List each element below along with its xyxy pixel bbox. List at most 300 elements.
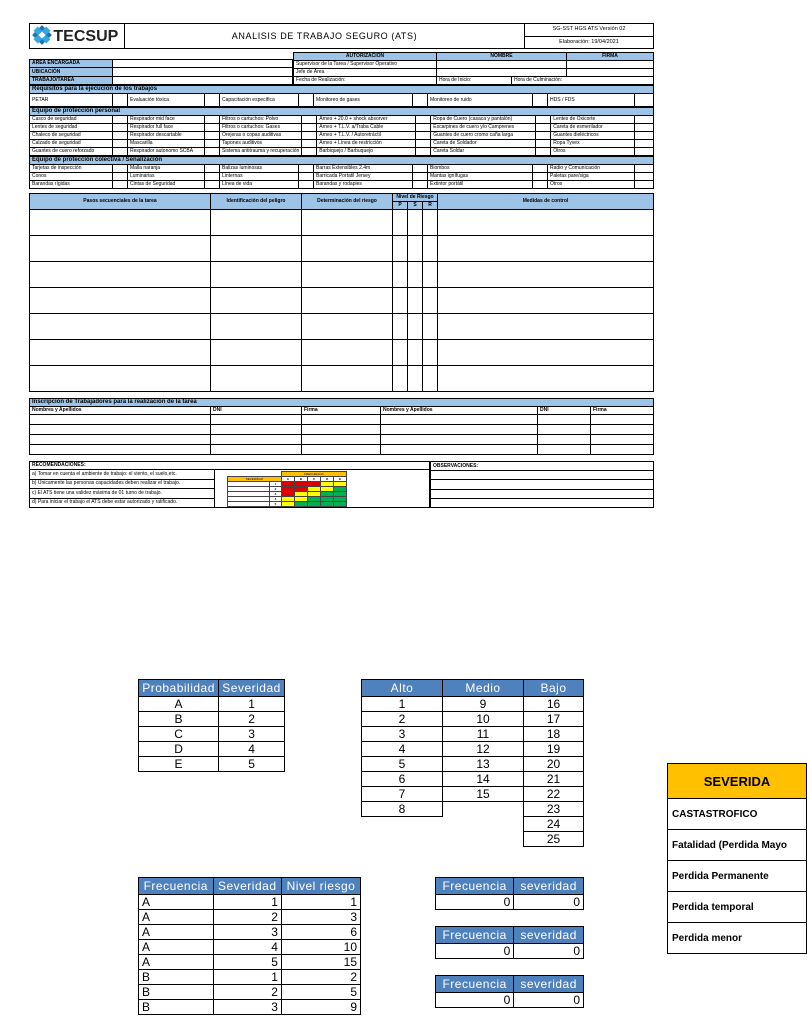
epp-item: Tapones auditivos (220, 140, 302, 148)
epp-item: Careta Soldar (431, 148, 536, 156)
epp-check[interactable] (113, 124, 128, 132)
inscripcion-title: Inscripción de Trabajadores para la realización de la tarea (30, 399, 654, 407)
nivel-cell: 5 (281, 985, 360, 1000)
p-cell[interactable] (393, 314, 408, 340)
ins-cell[interactable] (211, 435, 302, 445)
ins-cell[interactable] (381, 445, 538, 455)
ins-cell[interactable] (591, 435, 654, 445)
col-check[interactable] (635, 181, 654, 189)
recomendaciones-block (29, 461, 654, 508)
medidas-cell[interactable] (438, 236, 654, 262)
small-freq-value: 0 (436, 944, 514, 959)
ins-col-nombres: Nombres y Apellidos (30, 407, 211, 415)
p-cell[interactable] (393, 366, 408, 392)
observaciones-line[interactable] (431, 471, 654, 480)
left-fields (29, 52, 293, 85)
s-cell[interactable] (408, 236, 423, 262)
peligro-cell[interactable] (211, 210, 302, 236)
s-cell[interactable] (408, 262, 423, 288)
bajo-cell: 21 (524, 772, 584, 787)
medidas-cell[interactable] (438, 210, 654, 236)
colectiva-table (29, 156, 654, 189)
paso-cell[interactable] (30, 210, 211, 236)
small-sev-value: 0 (514, 993, 584, 1008)
alto-cell: 4 (362, 742, 443, 757)
ins-cell[interactable] (302, 435, 381, 445)
epp-check[interactable] (416, 148, 431, 156)
sev-cell: 4 (219, 742, 285, 757)
col-item: Barandas rígidas (30, 181, 113, 189)
severidad-header: SEVERIDA (668, 764, 807, 799)
medidas-cell[interactable] (438, 340, 654, 366)
sev-cell: 1 (213, 895, 281, 910)
epp-item: Arnes + Línea de restricción (317, 140, 416, 148)
paso-cell[interactable] (30, 366, 211, 392)
ins-cell[interactable] (591, 415, 654, 425)
sev-cell: 1 (213, 970, 281, 985)
nivel-cell: 9 (281, 1000, 360, 1015)
recomendaciones-title: RECOMENDACIONES: (30, 462, 430, 470)
riesgo-cell[interactable] (302, 340, 393, 366)
ins-cell[interactable] (302, 425, 381, 435)
freq-cell: A (139, 895, 214, 910)
field-trabajo-label: TRABAJO/TAREA (30, 76, 113, 84)
ins-cell[interactable] (538, 415, 591, 425)
bajo-cell: 18 (524, 727, 584, 742)
epp-check[interactable] (416, 132, 431, 140)
freq-cell: A (139, 925, 214, 940)
medidas-cell[interactable] (438, 288, 654, 314)
jefe-label: Jefe de Área (294, 69, 437, 77)
bajo-header: Bajo (524, 680, 584, 697)
observaciones-line[interactable] (431, 480, 654, 489)
riesgo-header: Determinación del riesgo (302, 194, 393, 210)
requisitos-table (29, 85, 654, 107)
sev-cell: 1 (219, 697, 285, 712)
epp-item: Filtros o cartuchos: Polvo (220, 116, 302, 124)
r-cell[interactable] (423, 236, 438, 262)
col-check[interactable] (413, 165, 428, 173)
epp-check[interactable] (205, 116, 220, 124)
epp-check[interactable] (635, 148, 654, 156)
severidad-item: Perdida Permanente (668, 861, 807, 892)
levels-table (361, 679, 584, 847)
sev-header: Severidad (219, 680, 285, 697)
epp-title: Equipo de protección personal (30, 108, 654, 116)
jefe-sign[interactable] (567, 69, 654, 77)
col-check[interactable] (205, 165, 220, 173)
ins-cell[interactable] (30, 435, 211, 445)
observaciones-table (430, 461, 654, 508)
riesgo-cell[interactable] (302, 262, 393, 288)
epp-check[interactable] (635, 116, 654, 124)
col-item: Barandas y rodapies (314, 181, 413, 189)
medidas-cell[interactable] (438, 366, 654, 392)
col-item: Otros (548, 181, 635, 189)
req-check[interactable] (635, 94, 654, 107)
nombre-header: NOMBRE (437, 53, 567, 61)
epp-item: Ropa de Cuero (casaca y pantalón) (431, 116, 536, 124)
observaciones-line[interactable] (431, 498, 654, 507)
epp-check[interactable] (113, 132, 128, 140)
nivel-s: S (408, 202, 423, 210)
peligro-cell[interactable] (211, 288, 302, 314)
riesgo-cell[interactable] (302, 236, 393, 262)
fecha-label: Fecha de Realización: (294, 77, 437, 85)
alto-cell: 6 (362, 772, 443, 787)
col-check[interactable] (113, 173, 128, 181)
mini-number: 2 (270, 487, 282, 492)
col-check[interactable] (413, 181, 428, 189)
nivel-header: Nivel riesgo (281, 878, 360, 895)
epp-check[interactable] (302, 140, 317, 148)
field-area-input[interactable] (113, 60, 293, 68)
prob-header: Probabilidad (139, 680, 219, 697)
col-check[interactable] (299, 165, 314, 173)
p-cell[interactable] (393, 262, 408, 288)
supervisor-label: Supervisor de la Tarea / Supervisor Operativo (294, 61, 437, 69)
small-sev-header: severidad (514, 878, 584, 895)
epp-check[interactable] (416, 116, 431, 124)
ins-cell[interactable] (538, 435, 591, 445)
epp-item: Escarpines de cuero y/o Camprenes (431, 124, 536, 132)
paso-cell[interactable] (30, 236, 211, 262)
severidad-item: Fatalidad (Perdida Mayo (668, 830, 807, 861)
req-check[interactable] (533, 94, 548, 107)
p-cell[interactable] (393, 340, 408, 366)
epp-item: Careta de esmerilador (551, 124, 635, 132)
p-cell[interactable] (393, 288, 408, 314)
sev-cell: 3 (213, 925, 281, 940)
req-check[interactable] (299, 94, 314, 107)
field-trabajo-input[interactable] (113, 76, 293, 84)
epp-check[interactable] (635, 132, 654, 140)
epp-item: Barbiquejo / Barbuquejo (317, 148, 416, 156)
epp-check[interactable] (205, 140, 220, 148)
ins-cell[interactable] (302, 415, 381, 425)
small-sev-value: 0 (514, 895, 584, 910)
paso-cell[interactable] (30, 340, 211, 366)
s-cell[interactable] (408, 210, 423, 236)
recomendacion-item: a) Tomar en cuenta el ambiente de trabajo: el viento, el suelo,etc. (30, 470, 215, 480)
ins-cell[interactable] (381, 415, 538, 425)
bajo-cell: 16 (524, 697, 584, 712)
col-item: Tarjetas de inspección (30, 165, 113, 173)
requisitos-title: Requisitos para la ejecución de los trabajos (30, 86, 654, 94)
ins-col-firma-2: Firma (591, 407, 654, 415)
col-item: Radio y Comunicación (548, 165, 635, 173)
ins-cell[interactable] (538, 445, 591, 455)
sev-cell: 3 (213, 1000, 281, 1015)
epp-item: Arnes + T.L.V. / Autoretráctil (317, 132, 416, 140)
p-cell[interactable] (393, 236, 408, 262)
form-header (29, 23, 654, 49)
paso-cell[interactable] (30, 314, 211, 340)
small-freq-value: 0 (436, 993, 514, 1008)
ins-cell[interactable] (381, 425, 538, 435)
medidas-cell[interactable] (438, 262, 654, 288)
alto-cell: 5 (362, 757, 443, 772)
prob-table (138, 679, 285, 772)
inscripcion-table (29, 398, 654, 455)
ins-cell[interactable] (211, 445, 302, 455)
logo-text: TECSUP (53, 27, 119, 45)
epp-table (29, 107, 654, 156)
supervisor-name[interactable] (437, 61, 567, 69)
small-freq-header: Frecuencia (436, 927, 514, 944)
mini-letter: E (334, 477, 347, 482)
bajo-cell: 19 (524, 742, 584, 757)
mini-letter: D (321, 477, 334, 482)
col-check[interactable] (113, 165, 128, 173)
epp-item: Filtros o cartuchos: Gases (220, 124, 302, 132)
peligro-cell[interactable] (211, 366, 302, 392)
mini-letter: C (308, 477, 321, 482)
peligro-cell[interactable] (211, 340, 302, 366)
epp-check[interactable] (536, 124, 551, 132)
hora-fin-label: Hora de Culminación: (512, 77, 654, 85)
tecsup-logo-icon (32, 25, 52, 48)
mini-letter: A (281, 477, 294, 482)
riesgo-cell[interactable] (302, 210, 393, 236)
epp-check[interactable] (113, 116, 128, 124)
col-check[interactable] (533, 173, 548, 181)
epp-check[interactable] (635, 124, 654, 132)
sev-cell: 2 (213, 910, 281, 925)
epp-check[interactable] (416, 140, 431, 148)
peligro-cell[interactable] (211, 262, 302, 288)
supervisor-sign[interactable] (567, 61, 654, 69)
r-cell[interactable] (423, 262, 438, 288)
col-item: Linternas (220, 173, 299, 181)
small-sev-value: 0 (514, 944, 584, 959)
col-item: Conos (30, 173, 113, 181)
recomendacion-item: b) Unicamente las personas capacidades deben realizar el trabajo. (30, 479, 215, 489)
r-cell[interactable] (423, 314, 438, 340)
riesgo-cell[interactable] (302, 314, 393, 340)
ins-col-nombres-2: Nombres y Apellidos (381, 407, 538, 415)
medio-cell: 15 (443, 787, 524, 802)
freq-cell: B (139, 985, 214, 1000)
freq-table (138, 877, 361, 1015)
s-cell[interactable] (408, 340, 423, 366)
epp-item: Lentes de seguridad (30, 124, 113, 132)
epp-check[interactable] (113, 148, 128, 156)
ins-col-dni-2: DNI (538, 407, 591, 415)
prob-cell: D (139, 742, 219, 757)
medio-cell: 10 (443, 712, 524, 727)
epp-item: Casco de seguridad (30, 116, 113, 124)
s-cell[interactable] (408, 314, 423, 340)
peligro-header: Identificación del peligro (211, 194, 302, 210)
recomendacion-item: c) El ATS tiene una validez máxima de 01 turno de trabajo. (30, 489, 215, 499)
alto-cell: 2 (362, 712, 443, 727)
r-cell[interactable] (423, 210, 438, 236)
recomendacion-item: d) Para iniciar el trabajo el ATS debe estar autorizado y ratificado. (30, 498, 215, 508)
ins-cell[interactable] (30, 445, 211, 455)
observaciones-line[interactable] (431, 489, 654, 498)
form-date: Elaboración: 19/04/2021 (525, 36, 654, 49)
s-cell[interactable] (408, 288, 423, 314)
freq-cell: A (139, 910, 214, 925)
medio-cell: 14 (443, 772, 524, 787)
field-ubicacion-input[interactable] (113, 68, 293, 76)
nivel-cell: 1 (281, 895, 360, 910)
prob-cell: B (139, 712, 219, 727)
bajo-cell: 24 (524, 817, 584, 832)
col-check[interactable] (299, 181, 314, 189)
ins-cell[interactable] (591, 425, 654, 435)
medio-cell: 11 (443, 727, 524, 742)
sev-cell: 3 (219, 727, 285, 742)
logo-cell (30, 24, 125, 49)
riesgo-cell[interactable] (302, 288, 393, 314)
mini-number: 5 (270, 502, 282, 507)
small-sev-header: severidad (514, 976, 584, 993)
peligro-cell[interactable] (211, 314, 302, 340)
ins-cell[interactable] (30, 415, 211, 425)
req-check[interactable] (205, 94, 220, 107)
req-item: Evaluación tóxica (128, 94, 205, 107)
epp-item: Arnes + 20.0 + shock absorver (317, 116, 416, 124)
mini-matrix (227, 471, 347, 507)
req-item: Monitoreo de ruido (428, 94, 533, 107)
ats-form (29, 23, 654, 508)
req-check[interactable] (113, 94, 128, 107)
r-cell[interactable] (423, 288, 438, 314)
bajo-cell: 22 (524, 787, 584, 802)
riesgo-cell[interactable] (302, 366, 393, 392)
sev-cell: 4 (213, 940, 281, 955)
epp-check[interactable] (635, 140, 654, 148)
sev-cell: 5 (219, 757, 285, 772)
col-check[interactable] (533, 181, 548, 189)
pasos-table (29, 193, 654, 392)
epp-check[interactable] (302, 116, 317, 124)
epp-item: Orejeras o copas auditivas (220, 132, 302, 140)
prob-cell: E (139, 757, 219, 772)
req-check[interactable] (413, 94, 428, 107)
nivel-header: Nivel de Riesgo (393, 194, 438, 202)
s-cell[interactable] (408, 366, 423, 392)
ins-col-dni: DNI (211, 407, 302, 415)
auth-table (293, 52, 654, 85)
epp-item: Guantes de cuero reforzado (30, 148, 113, 156)
sev-header: Severidad (213, 878, 281, 895)
sev-cell: 5 (213, 955, 281, 970)
medidas-cell[interactable] (438, 314, 654, 340)
epp-check[interactable] (302, 132, 317, 140)
epp-item: Chaleco de seguridad (30, 132, 113, 140)
recomendaciones-table (29, 461, 430, 508)
epp-item: Respirador mid face (128, 116, 205, 124)
ins-cell[interactable] (538, 425, 591, 435)
field-ubicacion-label: UBICACIÓN (30, 68, 113, 76)
firma-header: FIRMA (567, 53, 654, 61)
epp-item: Respirador autonomo SCBA (128, 148, 205, 156)
medio-header: Medio (443, 680, 524, 697)
mini-matrix-cell (215, 470, 430, 508)
paso-cell[interactable] (30, 288, 211, 314)
col-check[interactable] (533, 165, 548, 173)
small-freq-value: 0 (436, 895, 514, 910)
nivel-p: P (393, 202, 408, 210)
col-item: Barricada Portatil Jersey (314, 173, 413, 181)
auth-header: AUTORIZACION (294, 53, 437, 61)
epp-check[interactable] (536, 148, 551, 156)
ins-cell[interactable] (591, 445, 654, 455)
epp-check[interactable] (536, 140, 551, 148)
alto-header: Alto (362, 680, 443, 697)
r-cell[interactable] (423, 366, 438, 392)
ins-cell[interactable] (30, 425, 211, 435)
colectiva-title: Equipo de protección colectiva / Señalización (30, 157, 654, 165)
freq-cell: B (139, 970, 214, 985)
epp-check[interactable] (205, 148, 220, 156)
col-check[interactable] (205, 173, 220, 181)
bajo-cell: 25 (524, 832, 584, 847)
epp-check[interactable] (302, 148, 317, 156)
nivel-cell: 15 (281, 955, 360, 970)
col-check[interactable] (635, 173, 654, 181)
jefe-name[interactable] (437, 69, 567, 77)
ins-cell[interactable] (302, 445, 381, 455)
ins-cell[interactable] (211, 425, 302, 435)
severidad-item: Perdida temporal (668, 892, 807, 923)
epp-check[interactable] (536, 132, 551, 140)
col-item: Mantas ignífugas (428, 173, 533, 181)
epp-check[interactable] (205, 132, 220, 140)
r-cell[interactable] (423, 340, 438, 366)
p-cell[interactable] (393, 210, 408, 236)
epp-item: Guantes de cuero cromo caña larga (431, 132, 536, 140)
medio-cell: 9 (443, 697, 524, 712)
small-table-2 (435, 926, 584, 959)
col-check[interactable] (113, 181, 128, 189)
small-freq-header: Frecuencia (436, 976, 514, 993)
col-check[interactable] (205, 181, 220, 189)
alto-cell: 8 (362, 802, 443, 817)
epp-check[interactable] (113, 140, 128, 148)
col-item: Barras Extensibles 2.4m (314, 165, 413, 173)
epp-item: Respirador full face (128, 124, 205, 132)
ins-cell[interactable] (211, 415, 302, 425)
epp-check[interactable] (302, 124, 317, 132)
epp-item: Guantes dieléctricos (551, 132, 635, 140)
bajo-cell: 17 (524, 712, 584, 727)
epp-check[interactable] (536, 116, 551, 124)
epp-check[interactable] (205, 124, 220, 132)
epp-item: Otros (551, 148, 635, 156)
severidad-item: CASTASTROFICO (668, 799, 807, 830)
col-item: Luminarias (128, 173, 205, 181)
col-check[interactable] (299, 173, 314, 181)
prob-cell: C (139, 727, 219, 742)
mini-number: 1 (270, 482, 282, 487)
col-check[interactable] (413, 173, 428, 181)
epp-item: Sistema antitrauma y recuperación (220, 148, 302, 156)
epp-item: Mascarilla (128, 140, 205, 148)
epp-check[interactable] (416, 124, 431, 132)
col-check[interactable] (635, 165, 654, 173)
severidad-panel (667, 763, 788, 960)
paso-cell[interactable] (30, 262, 211, 288)
observaciones-title: OBSERVACIONES: (431, 462, 654, 471)
ins-cell[interactable] (381, 435, 538, 445)
nivel-cell: 3 (281, 910, 360, 925)
peligro-cell[interactable] (211, 236, 302, 262)
severidad-table (667, 763, 807, 954)
